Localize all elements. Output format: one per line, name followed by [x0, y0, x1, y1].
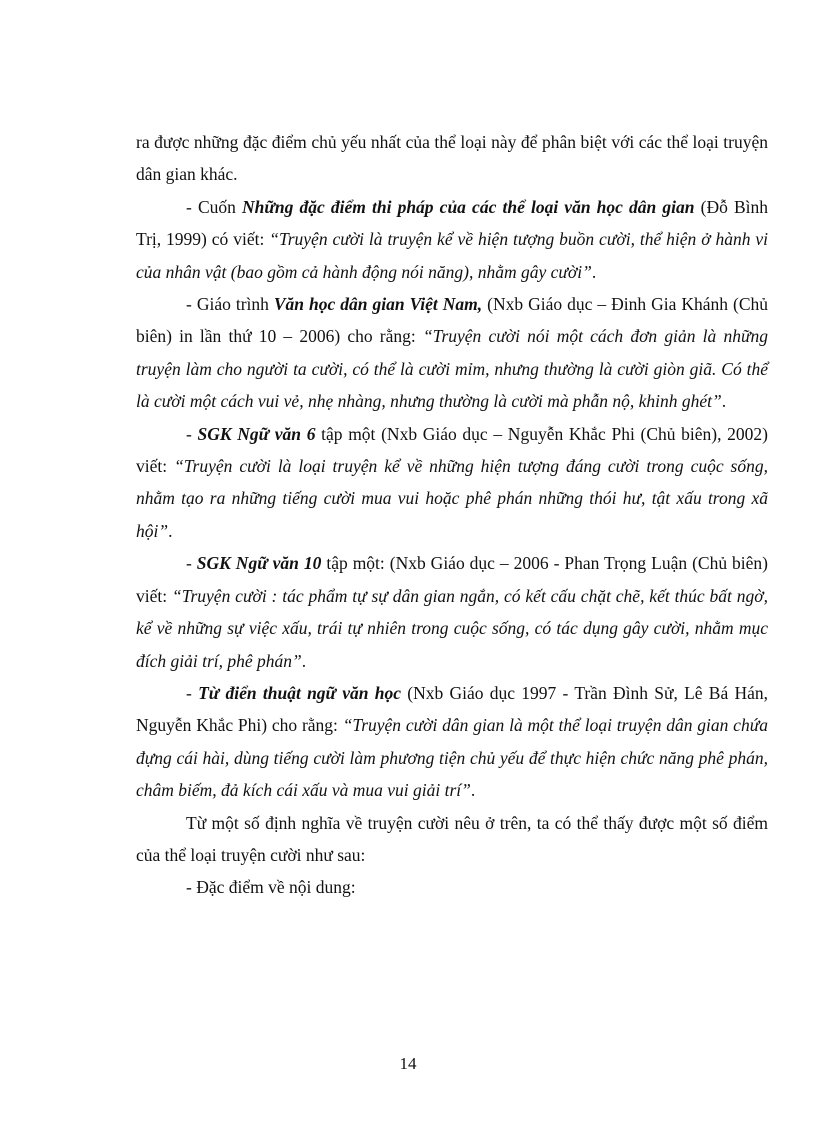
- work-title: Văn học dân gian Việt Nam,: [273, 294, 483, 315]
- text-run: (Đỗ Bình Trị, 1999) có viết:: [136, 196, 769, 250]
- text-run: (Nxb Giáo dục 1997 - Trần Đình Sử, Lê Bá Hán, Nguyễn Khắc Phi) cho rằng:: [136, 682, 769, 736]
- text-run: -: [186, 553, 197, 574]
- work-title: SGK Ngữ văn 10: [196, 553, 322, 574]
- paragraph-0: [136, 126, 768, 191]
- work-title: Từ điển thuật ngữ văn học: [198, 682, 402, 703]
- paragraph-3: [136, 418, 768, 548]
- paragraph-4: [136, 547, 768, 677]
- work-title: Những đặc điểm thi pháp của các thể loại văn học dân gian: [242, 196, 695, 217]
- text-run: .: [301, 650, 307, 671]
- text-run: - Giáo trình: [186, 294, 274, 315]
- text-run: (Nxb Giáo dục – Đinh Gia Khánh (Chủ biên) in lần thứ 10 – 2006) cho rằng:: [136, 294, 768, 347]
- paragraph-1: [136, 191, 768, 288]
- text-run: tập một: (Nxb Giáo dục – 2006 - Phan Trọng Luận (Chủ biên) viết:: [136, 553, 769, 606]
- quotation: “Truyện cười dân gian là một thể loại truyện dân gian chứa đựng cái hài, dùng tiếng cười làm phương tiện chủ yếu để thực hiện chức năng phê phán, châm biếm, đả kích cái xấu và mua vui giải trí”: [136, 715, 768, 801]
- text-run: - Đặc điểm về nội dung:: [186, 877, 356, 898]
- body-text: [136, 126, 768, 904]
- quotation: “Truyện cười nói một cách đơn giản là những truyện làm cho người ta cười, có thể là cười mỉm, nhưng thường là cười giòn giã. Có thể là cười một cách vui vẻ, nhẹ nhàng, nhưng thường là cười mà phẫn nộ, khinh ghét”: [136, 326, 768, 412]
- text-run: .: [591, 261, 597, 282]
- quotation: “Truyện cười là loại truyện kể về những hiện tượng đáng cười trong cuộc sống, nhằm tạo ra những tiếng cười mua vui hoặc phê phán những thói hư, tật xấu trong xã hội”: [136, 456, 768, 541]
- text-run: .: [470, 780, 476, 801]
- quotation: “Truyện cười là truyện kể về hiện tượng buồn cười, thể hiện ở hành vi của nhân vật (bao gồm cả hành động nói năng), nhằm gây cười”: [136, 229, 768, 282]
- text-run: -: [186, 682, 199, 703]
- quotation: “Truyện cười : tác phẩm tự sự dân gian ngắn, có kết cấu chặt chẽ, kết thúc bất ngờ, kể về những sự việc xấu, trái tự nhiên trong cuộc sống, có tác dụng gây cười, nhằm mục đích giải trí, phê phán”: [136, 585, 768, 671]
- paragraph-6: [136, 807, 768, 872]
- paragraph-7: [136, 871, 768, 903]
- text-run: -: [186, 423, 198, 444]
- text-run: - Cuốn: [186, 196, 243, 217]
- text-run: .: [721, 391, 727, 412]
- text-run: .: [168, 520, 173, 541]
- paragraph-5: [136, 677, 768, 807]
- paragraph-2: [136, 288, 768, 418]
- text-run: ra được những đặc điểm chủ yếu nhất của thể loại này để phân biệt với các thể loại truyện dân gian khác.: [136, 132, 768, 185]
- text-run: tập một (Nxb Giáo dục – Nguyễn Khắc Phi (Chủ biên), 2002) viết:: [136, 423, 769, 477]
- page-number: 14: [399, 1054, 417, 1073]
- work-title: SGK Ngữ văn 6: [197, 423, 316, 444]
- text-run: Từ một số định nghĩa về truyện cười nêu ở trên, ta có thể thấy được một số điểm của thể loại truyện cười như sau:: [136, 812, 768, 865]
